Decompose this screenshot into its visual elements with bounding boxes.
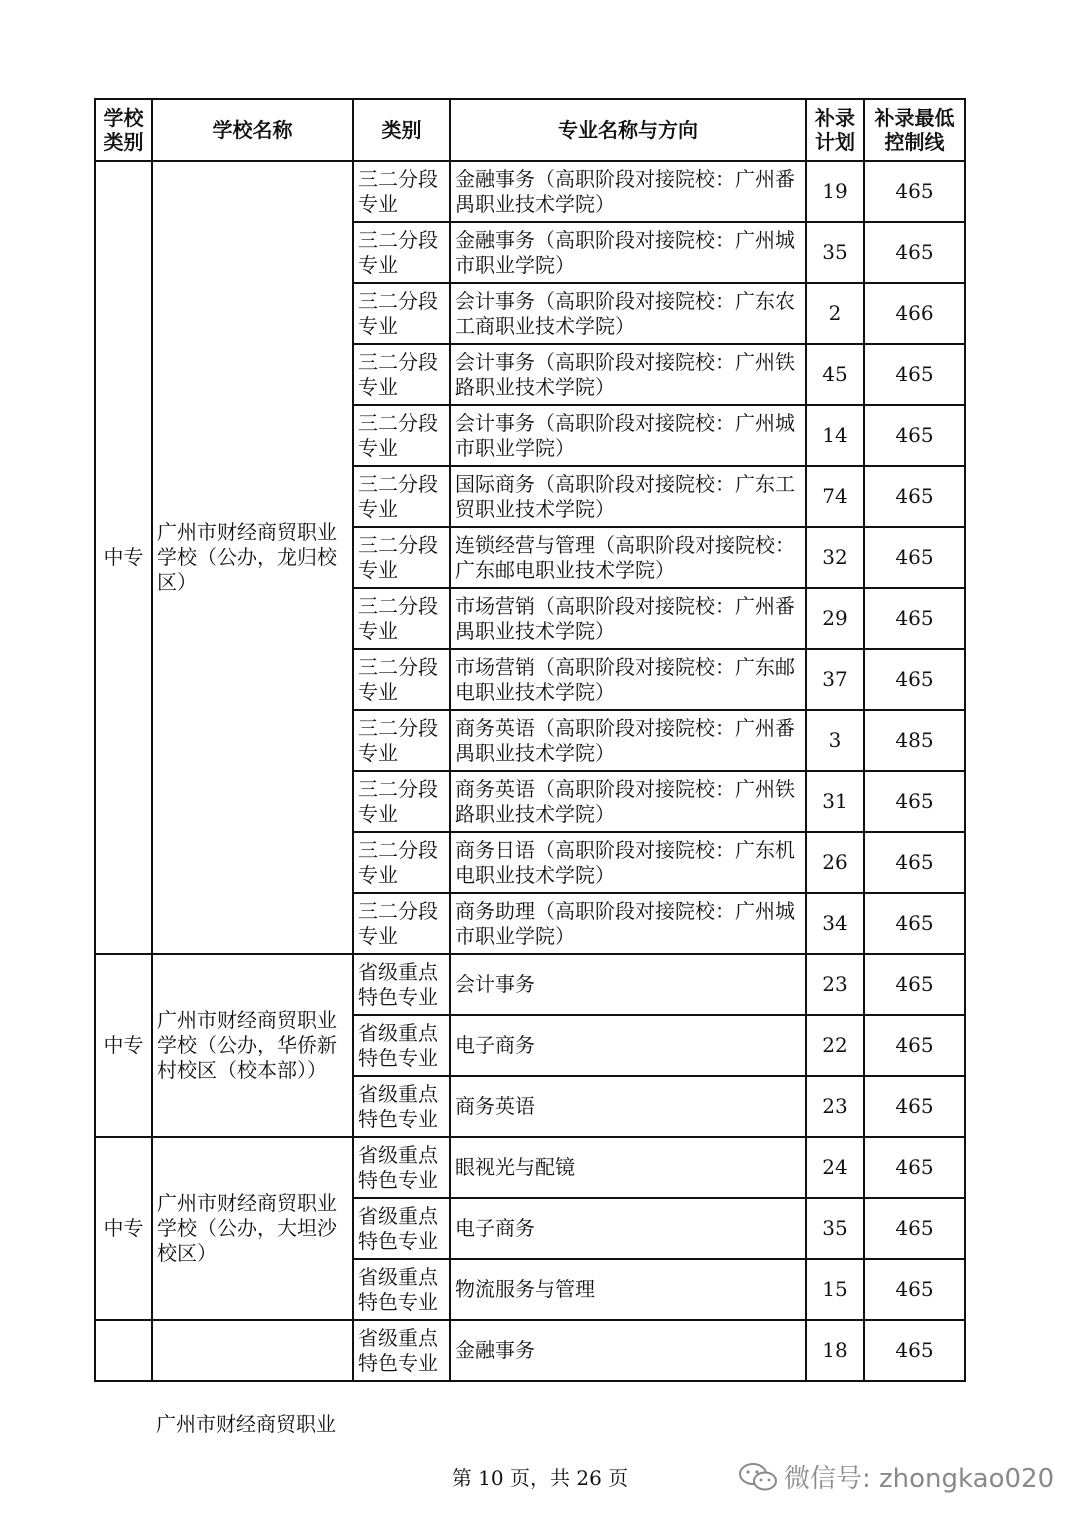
watermark-text: 微信号: zhongkao020 [784,1464,1055,1494]
category-cell: 省级重点特色专业 [353,1076,450,1137]
major-cell: 市场营销（高职阶段对接院校：广州番禺职业技术学院） [450,588,806,649]
min-line-cell: 465 [864,527,965,588]
school-name-cell [152,1320,353,1381]
header-min-line-label: 补录最低 控制线 [874,106,955,154]
min-line-cell: 465 [864,588,965,649]
min-line-cell: 465 [864,649,965,710]
plan-cell: 32 [806,527,864,588]
header-major-label: 专业名称与方向 [558,118,698,142]
category-cell: 三二分段专业 [353,527,450,588]
min-line-cell: 465 [864,1259,965,1320]
cut-off-school-name-text: 广州市财经商贸职业 [156,1412,336,1436]
major-cell: 会计事务（高职阶段对接院校：广州城市职业学院） [450,405,806,466]
plan-cell: 26 [806,832,864,893]
major-cell: 眼视光与配镜 [450,1137,806,1198]
plan-cell: 24 [806,1137,864,1198]
major-cell: 市场营销（高职阶段对接院校：广东邮电职业技术学院） [450,649,806,710]
category-cell: 三二分段专业 [353,344,450,405]
category-cell: 三二分段专业 [353,161,450,222]
category-cell: 三二分段专业 [353,405,450,466]
major-cell: 会计事务（高职阶段对接院校：广东农工商职业技术学院） [450,283,806,344]
major-cell: 商务英语 [450,1076,806,1137]
plan-cell: 22 [806,1015,864,1076]
category-cell: 三二分段专业 [353,771,450,832]
table-body [95,161,965,1381]
header-category-label: 类别 [381,118,422,142]
plan-cell: 3 [806,710,864,771]
major-cell: 商务英语（高职阶段对接院校：广州番禺职业技术学院） [450,710,806,771]
plan-cell: 34 [806,893,864,954]
header-plan-label: 补录 计划 [815,106,855,154]
major-cell: 电子商务 [450,1015,806,1076]
min-line-cell: 465 [864,1015,965,1076]
header-plan [806,99,864,161]
major-cell: 电子商务 [450,1198,806,1259]
major-cell: 商务助理（高职阶段对接院校：广州城市职业学院） [450,893,806,954]
major-cell: 商务英语（高职阶段对接院校：广州铁路职业技术学院） [450,771,806,832]
header-category [353,99,450,161]
plan-cell: 74 [806,466,864,527]
major-cell: 会计事务（高职阶段对接院校：广州铁路职业技术学院） [450,344,806,405]
major-cell: 国际商务（高职阶段对接院校：广东工贸职业技术学院） [450,466,806,527]
plan-cell: 23 [806,954,864,1015]
plan-cell: 14 [806,405,864,466]
category-cell: 三二分段专业 [353,222,450,283]
min-line-cell: 465 [864,1076,965,1137]
category-cell: 三二分段专业 [353,832,450,893]
category-cell: 省级重点特色专业 [353,1015,450,1076]
table-row [95,954,965,1015]
page-number-label: 第 10 页，共 26 页 [451,1466,629,1490]
table-row [95,161,965,222]
min-line-cell: 465 [864,832,965,893]
table-row [95,1320,965,1381]
major-cell: 连锁经营与管理（高职阶段对接院校：广东邮电职业技术学院） [450,527,806,588]
plan-cell: 2 [806,283,864,344]
school-name-cell: 广州市财经商贸职业学校（公办，大坦沙校区） [152,1137,353,1320]
min-line-cell: 485 [864,710,965,771]
min-line-cell: 465 [864,1137,965,1198]
category-cell: 三二分段专业 [353,893,450,954]
school-name-cell: 广州市财经商贸职业学校（公办，华侨新村校区（校本部）） [152,954,353,1137]
min-line-cell: 466 [864,283,965,344]
school-type-cell [95,1320,152,1381]
min-line-cell: 465 [864,161,965,222]
category-cell: 省级重点特色专业 [353,1259,450,1320]
plan-cell: 45 [806,344,864,405]
category-cell: 省级重点特色专业 [353,1320,450,1381]
plan-cell: 35 [806,1198,864,1259]
min-line-cell: 465 [864,954,965,1015]
major-cell: 物流服务与管理 [450,1259,806,1320]
header-min-line [864,99,965,161]
major-cell: 金融事务（高职阶段对接院校：广州番禺职业技术学院） [450,161,806,222]
header-school-type-label: 学校 类别 [103,106,144,154]
cut-off-school-name [156,1412,346,1436]
min-line-cell: 465 [864,405,965,466]
school-type-cell: 中专 [95,954,152,1137]
category-cell: 三二分段专业 [353,283,450,344]
category-cell: 三二分段专业 [353,466,450,527]
watermark [738,1458,1054,1495]
category-cell: 三二分段专业 [353,649,450,710]
category-cell: 三二分段专业 [353,710,450,771]
plan-cell: 15 [806,1259,864,1320]
plan-cell: 31 [806,771,864,832]
plan-cell: 29 [806,588,864,649]
header-school-name-label: 学校名称 [212,118,293,142]
plan-cell: 23 [806,1076,864,1137]
header-major [450,99,806,161]
header-school-type [95,99,152,161]
header-school-name [152,99,353,161]
school-type-cell: 中专 [95,161,152,954]
plan-cell: 19 [806,161,864,222]
plan-cell: 37 [806,649,864,710]
major-cell: 金融事务（高职阶段对接院校：广州城市职业学院） [450,222,806,283]
category-cell: 省级重点特色专业 [353,1198,450,1259]
major-cell: 会计事务 [450,954,806,1015]
min-line-cell: 465 [864,893,965,954]
plan-cell: 18 [806,1320,864,1381]
min-line-cell: 465 [864,344,965,405]
header-row [95,99,965,161]
min-line-cell: 465 [864,222,965,283]
category-cell: 三二分段专业 [353,588,450,649]
category-cell: 省级重点特色专业 [353,954,450,1015]
major-cell: 金融事务 [450,1320,806,1381]
major-cell: 商务日语（高职阶段对接院校：广东机电职业技术学院） [450,832,806,893]
category-cell: 省级重点特色专业 [353,1137,450,1198]
min-line-cell: 465 [864,466,965,527]
plan-cell: 35 [806,222,864,283]
school-name-cell: 广州市财经商贸职业学校（公办，龙归校区） [152,161,353,954]
wechat-icon [738,1462,778,1492]
table-row [95,1137,965,1198]
admission-table [94,98,966,1382]
min-line-cell: 465 [864,1320,965,1381]
min-line-cell: 465 [864,1198,965,1259]
min-line-cell: 465 [864,771,965,832]
school-type-cell: 中专 [95,1137,152,1320]
